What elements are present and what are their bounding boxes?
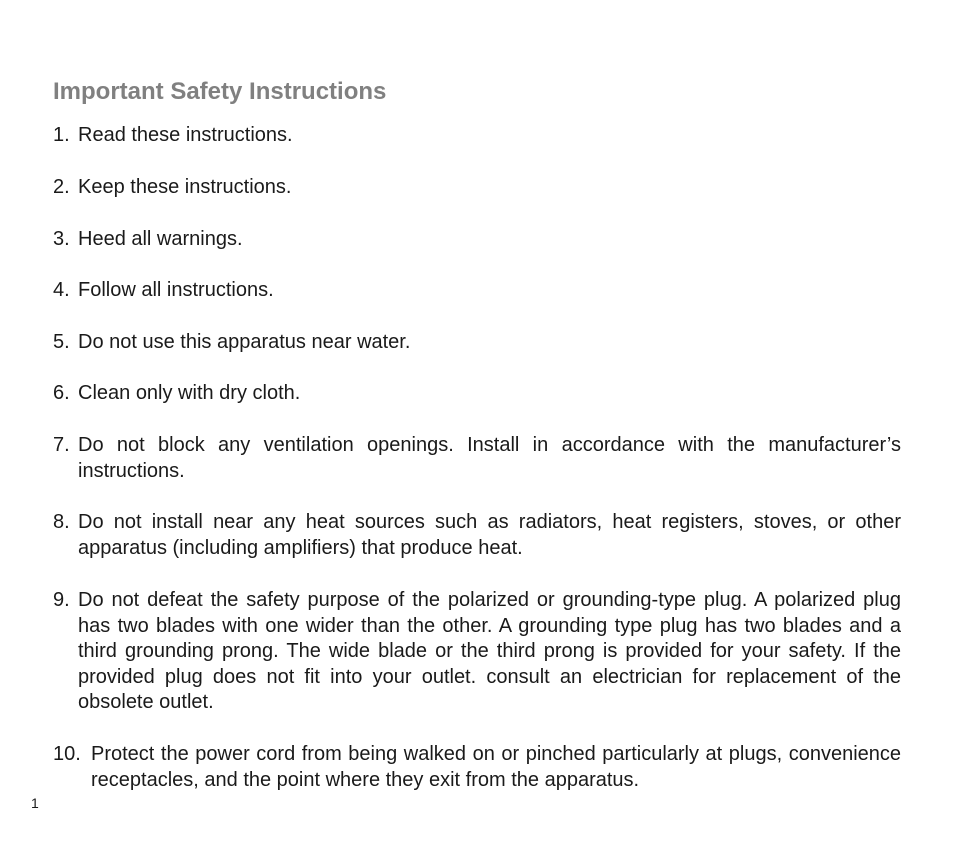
page-number: 1 [31,795,39,811]
instruction-item-10 [53,742,901,793]
instruction-item-9 [53,588,901,716]
instruction-item-7 [53,433,901,484]
instruction-item-3 [53,227,901,253]
item-text: Read these instructions. [78,124,293,146]
item-text: Do not block any ventilation openings. Install in accordance with the manufacturer’s instructions. [78,434,901,482]
item-text: Do not use this apparatus near water. [78,331,411,353]
item-text: Keep these instructions. [78,176,292,198]
item-text: Protect the power cord from being walked on or pinched particularly at plugs, convenience receptacles, and the point where they exit from the apparatus. [91,743,901,791]
item-text: Clean only with dry cloth. [78,382,301,404]
page-title: Important Safety Instructions [53,78,387,105]
item-number: 9. [53,589,70,611]
item-number: 8. [53,511,70,533]
item-number: 10. [53,743,81,765]
item-text: Follow all instructions. [78,279,274,301]
item-number: 1. [53,124,70,146]
item-number: 4. [53,279,70,301]
instruction-item-4 [53,278,901,304]
item-number: 6. [53,382,70,404]
instruction-item-6 [53,381,901,407]
item-text: Do not defeat the safety purpose of the polarized or grounding-type plug. A polarized plug has two blades with one wider than the other. A grounding type plug has two blades and a third grounding prong. The wide blade or the third prong is provided for your safety. If the provided plug does not fit into your outlet. consult an electrician for replacement of the obsolete outlet. [78,589,901,714]
item-text: Do not install near any heat sources such as radiators, heat registers, stoves, or other apparatus (including amplifiers) that produce heat. [78,511,901,559]
instruction-item-5 [53,330,901,356]
item-number: 7. [53,434,70,456]
instruction-item-8 [53,510,901,561]
item-number: 3. [53,228,70,250]
instruction-item-2 [53,175,901,201]
item-number: 5. [53,331,70,353]
item-number: 2. [53,176,70,198]
item-text: Heed all warnings. [78,228,243,250]
instruction-item-1 [53,123,901,149]
